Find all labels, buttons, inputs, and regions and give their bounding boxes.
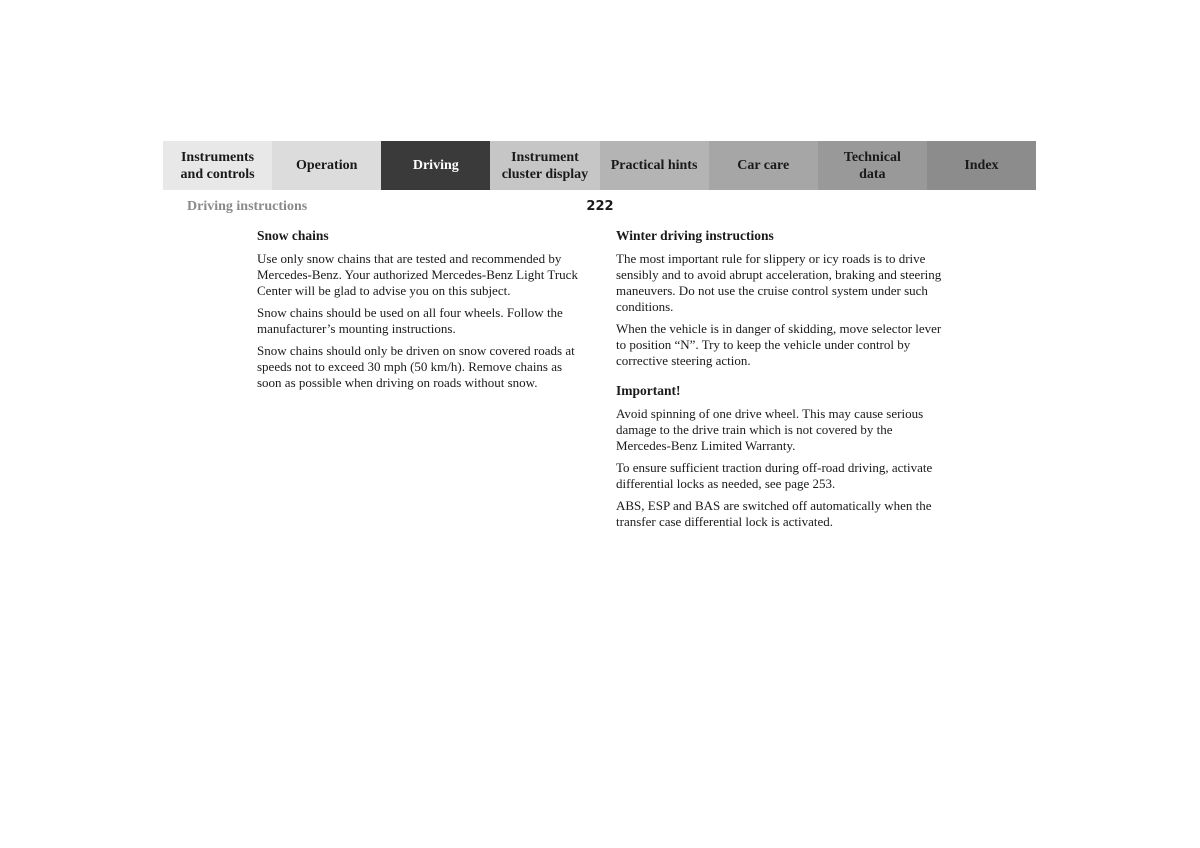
important-heading: Important! xyxy=(616,383,681,398)
left-column xyxy=(257,228,587,397)
tab-instruments-and-controls[interactable]: Instruments and controls xyxy=(163,141,272,190)
paragraph: The most important rule for slippery or icy roads is to drive sensibly and to avoid abrupt acceleration, braking and steering maneuvers. Do not use the cruise control system under such conditions. xyxy=(616,251,942,314)
tab-index[interactable]: Index xyxy=(927,141,1036,190)
paragraph: Use only snow chains that are tested and recommended by Mercedes-Benz. Your authorized Mercedes-Benz Light Truck Center will be glad to advise you on this subject. xyxy=(257,251,578,298)
right-column xyxy=(616,228,946,536)
paragraph: Avoid spinning of one drive wheel. This may cause serious damage to the drive train which is not covered by the Mercedes-Benz Limited Warranty. xyxy=(616,406,924,453)
paragraph: Snow chains should only be driven on snow covered roads at speeds not to exceed 30 mph (50 km/h). Remove chains as soon as possible when driving on roads without snow. xyxy=(257,343,575,390)
snow-chains-heading: Snow chains xyxy=(257,228,329,243)
tab-instrument-cluster-display[interactable]: Instrument cluster display xyxy=(490,141,599,190)
winter-driving-heading: Winter driving instructions xyxy=(616,228,774,243)
tab-practical-hints[interactable]: Practical hints xyxy=(600,141,709,190)
paragraph: ABS, ESP and BAS are switched off automatically when the transfer case differential lock is activated. xyxy=(616,498,932,529)
paragraph: To ensure sufficient traction during off-road driving, activate differential locks as needed, see page 253. xyxy=(616,460,933,491)
section-tab-bar xyxy=(163,141,1036,190)
tab-car-care[interactable]: Car care xyxy=(709,141,818,190)
section-title: Driving instructions xyxy=(187,199,308,214)
paragraph: When the vehicle is in danger of skidding, move selector lever to position “N”. Try to keep the vehicle under control by corrective steering action. xyxy=(616,321,942,368)
tab-driving[interactable]: Driving xyxy=(381,141,490,190)
tab-operation[interactable]: Operation xyxy=(272,141,381,190)
tab-technical-data[interactable]: Technical data xyxy=(818,141,927,190)
paragraph: Snow chains should be used on all four wheels. Follow the manufacturer’s mounting instructions. xyxy=(257,305,563,336)
page-number: 222 xyxy=(586,199,614,214)
